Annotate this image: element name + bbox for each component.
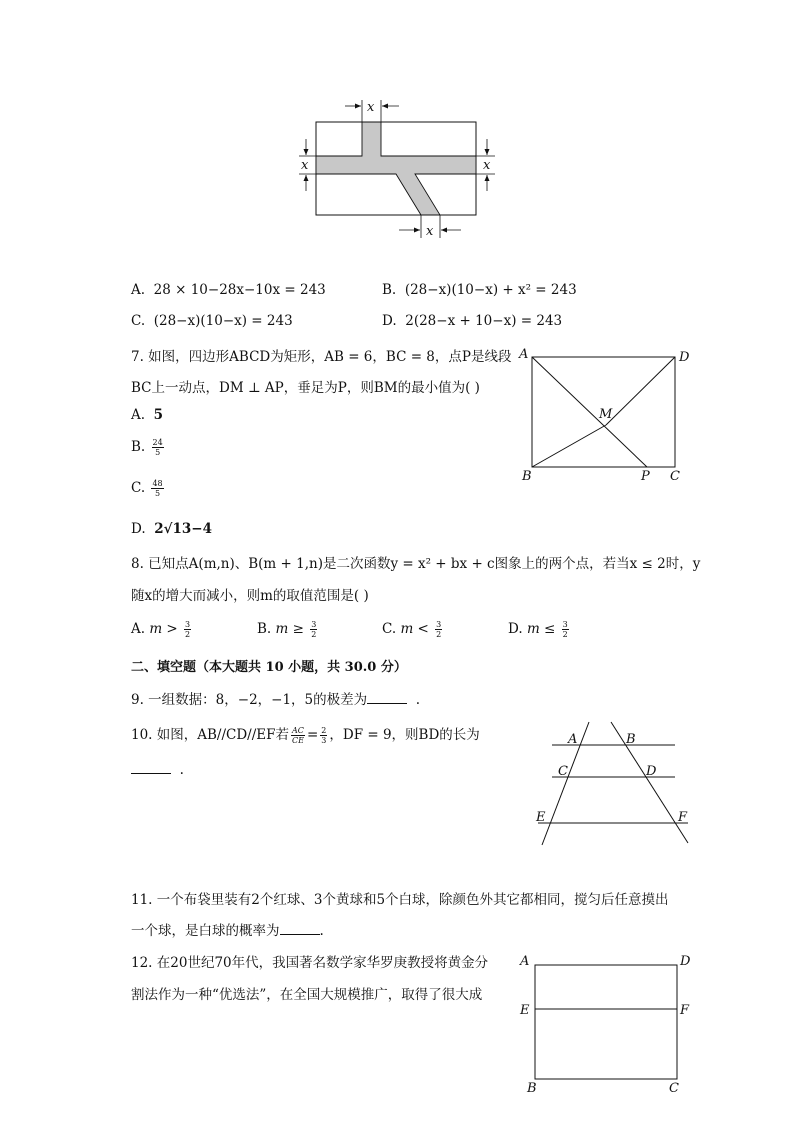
svg-text:B: B xyxy=(527,1081,537,1096)
q7-option-d: D. 2√13−4 xyxy=(131,521,212,537)
q10-answer-line: . xyxy=(131,762,184,778)
svg-text:M: M xyxy=(599,407,613,422)
svg-text:D: D xyxy=(646,764,657,779)
svg-text:C: C xyxy=(669,1081,679,1096)
svg-text:D: D xyxy=(679,350,690,365)
q7-stem-line1: 7. 如图，四边形ABCD为矩形，AB = 6，BC = 8，点P是线段 xyxy=(131,349,512,365)
q6-option-b-expr: (28−x)(10−x) + x² = 243 xyxy=(404,282,577,298)
q10-stem: 10. 如图，AB//CD//EF若 $\frac{AC}{CE}$ = $\frac{2}{3}$ ，DF = 9，则BD的长为 xyxy=(131,726,480,745)
q8-option-a: A. m > $\frac{3}{2}$ xyxy=(131,620,191,639)
svg-text:A: A xyxy=(519,347,529,362)
q7-option-b: B. $\frac{24}{5}$ xyxy=(131,438,163,457)
q12-stem-line1: 12. 在20世纪70年代，我国著名数学家华罗庚教授将黄金分 xyxy=(131,955,489,971)
q6-option-c-expr: (28−x)(10−x) = 243 xyxy=(153,313,293,329)
section-title: 二、填空题（本大题共 10 小题，共 30.0 分） xyxy=(131,660,407,675)
q6-option-b: B. (28−x)(10−x) + x² = 243 xyxy=(382,282,577,298)
q6-option-a-expr: 28 × 10−28x−10x = 243 xyxy=(153,282,326,298)
svg-text:P: P xyxy=(641,469,650,484)
q8-option-b: B. m ≥ $\frac{3}{2}$ xyxy=(257,620,317,639)
q6-option-a: A. 28 × 10−28x−10x = 243 xyxy=(131,282,326,298)
svg-text:B: B xyxy=(626,732,636,747)
q9-stem: 9. 一组数据：8，−2，−1，5的极差为 . xyxy=(131,692,421,708)
svg-text:A: A xyxy=(520,954,530,969)
q7-option-c-fraction: $\frac{48}{5}$ xyxy=(152,479,163,498)
q7-stem-line2: BC上一动点，DM ⊥ AP，垂足为P，则BM的最小值为( ) xyxy=(131,380,480,396)
q6-figure xyxy=(295,95,505,245)
svg-text:F: F xyxy=(680,1003,690,1018)
q7-figure xyxy=(515,345,695,485)
svg-text:B: B xyxy=(522,469,532,484)
q6-label-x-top: x xyxy=(367,100,375,115)
svg-text:E: E xyxy=(520,1003,530,1018)
svg-text:A: A xyxy=(568,732,578,747)
q9-answer-blank[interactable] xyxy=(367,702,407,704)
q11-answer-blank[interactable] xyxy=(280,933,320,935)
q12-stem-line2: 割法作为一种“优选法”，在全国大规模推广，取得了很大成 xyxy=(131,987,483,1003)
svg-text:F: F xyxy=(678,810,688,825)
q7-option-a: A. 5 xyxy=(131,407,164,423)
q12-figure xyxy=(515,950,700,1100)
q6-road-shaded xyxy=(316,122,476,215)
q11-stem-line2: 一个球，是白球的概率为 . xyxy=(131,923,324,939)
q8-option-c: C. m < $\frac{3}{2}$ xyxy=(382,620,442,639)
q6-label-x-bottom: x xyxy=(426,224,434,239)
q8-stem-line2: 随x的增大而减小，则m的取值范围是( ) xyxy=(131,588,369,604)
svg-text:E: E xyxy=(536,810,546,825)
q6-label-x-left: x xyxy=(301,158,309,173)
svg-text:C: C xyxy=(558,764,568,779)
q6-option-d: D. 2(28−x + 10−x) = 243 xyxy=(382,313,563,329)
q6-option-c: C. (28−x)(10−x) = 243 xyxy=(131,313,293,329)
q8-option-d: D. m ≤ $\frac{3}{2}$ xyxy=(508,620,568,639)
q11-stem-line1: 11. 一个布袋里装有2个红球、3个黄球和5个白球，除颜色外其它都相同，搅匀后任意摸出 xyxy=(131,892,669,908)
svg-text:D: D xyxy=(680,954,691,969)
q6-label-x-right: x xyxy=(483,158,491,173)
q10-figure xyxy=(530,715,700,855)
svg-text:C: C xyxy=(670,469,680,484)
q10-answer-blank[interactable] xyxy=(131,772,171,774)
q6-option-d-expr: 2(28−x + 10−x) = 243 xyxy=(405,313,563,329)
q7-option-b-fraction: $\frac{24}{5}$ xyxy=(152,438,163,457)
q7-option-c: C. $\frac{48}{5}$ xyxy=(131,479,163,498)
q8-stem-line1: 8. 已知点A(m,n)、B(m + 1,n)是二次函数y = x² + bx + c图象上的两个点，若当x ≤ 2时，y xyxy=(131,556,701,572)
